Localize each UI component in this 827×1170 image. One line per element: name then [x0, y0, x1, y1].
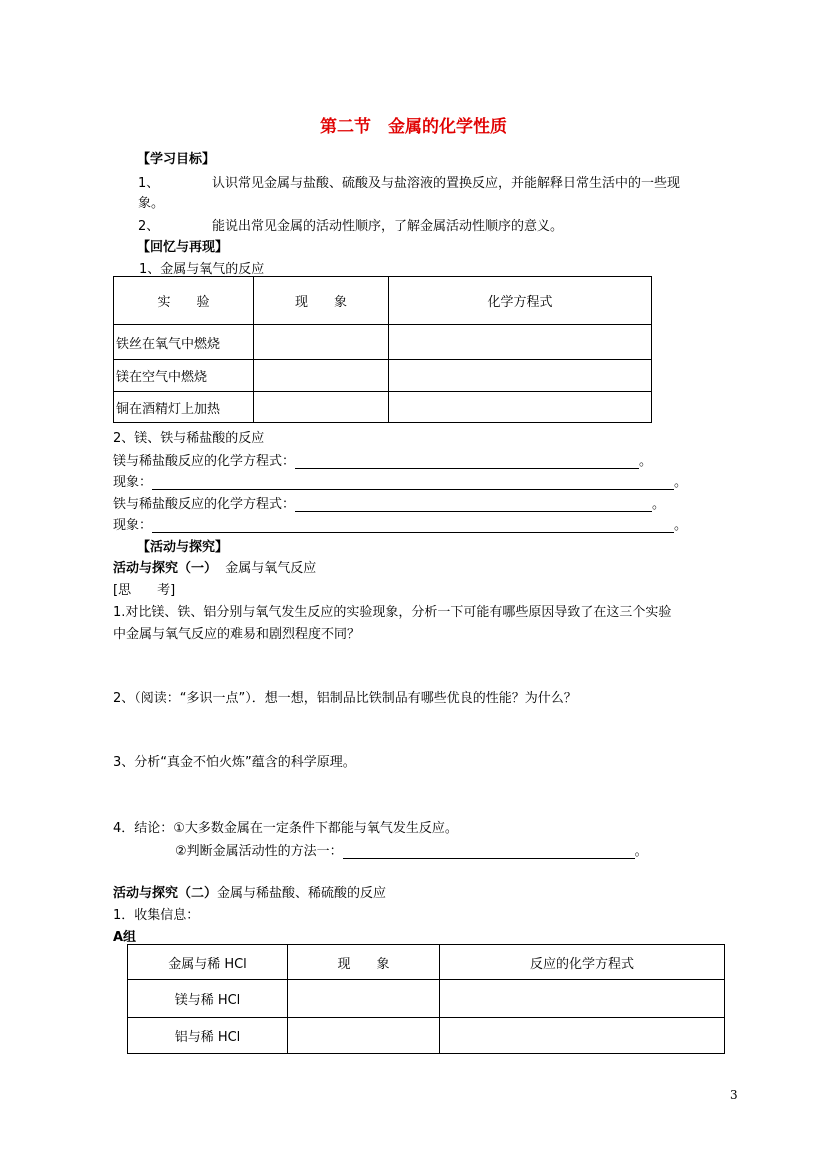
table1-cell-blank	[389, 360, 652, 392]
table1-cell-blank	[389, 325, 652, 360]
table2-cell-blank	[288, 1018, 440, 1054]
activity-header: 【活动与探究】	[137, 540, 229, 555]
question-3: 3、分析“真金不怕火炼”蕴含的科学原理。	[113, 755, 356, 770]
method-label: ②判断金属活动性的方法一：	[175, 844, 343, 859]
mg-phenomenon-prompt	[113, 471, 687, 490]
activity-2-topic: 金属与稀盐酸、稀硫酸的反应	[217, 886, 387, 901]
end-mark: 。	[639, 454, 653, 469]
end-mark: 。	[674, 475, 688, 490]
question-4-line-1: 4．结论：①大多数金属在一定条件下都能与氧气发生反应。	[113, 821, 458, 836]
question-4-line-2	[175, 840, 648, 859]
method-blank	[343, 844, 635, 859]
table1-cell-blank	[254, 360, 389, 392]
table1-row-label: 镁在空气中燃烧	[114, 360, 254, 392]
phenomenon-label: 现象：	[113, 518, 153, 533]
activity-2-label: 活动与探究（二）	[113, 886, 218, 901]
activity-1-label: 活动与探究（一）	[113, 561, 218, 576]
table1-header-equation: 化学方程式	[389, 277, 652, 325]
review-subtitle-1: 1、金属与氧气的反应	[139, 262, 265, 277]
table1-cell-blank	[389, 392, 652, 423]
oxygen-reaction-table	[113, 276, 652, 423]
table1-cell-blank	[254, 392, 389, 423]
mg-equation-blank	[295, 454, 639, 469]
mg-equation-prompt	[113, 450, 652, 469]
objectives-header: 【学习目标】	[137, 152, 216, 167]
table2-cell-blank	[288, 980, 440, 1018]
activity-2-title	[113, 882, 386, 901]
objective-2-text: 能说出常见金属的活动性顺序，了解金属活动性顺序的意义。	[212, 219, 564, 234]
page-number: 3	[730, 1088, 738, 1102]
table2-cell-blank	[440, 1018, 725, 1054]
table2-cell-blank	[440, 980, 725, 1018]
activity-1-topic: 金属与氧气反应	[225, 561, 317, 576]
activity-1-title	[113, 557, 316, 576]
question-1-line-1: 1.对比镁、铁、铝分别与氧气发生反应的实验现象，分析一下可能有哪些原因导致了在这三个实验	[113, 605, 672, 620]
collect-info: 1．收集信息：	[113, 908, 200, 923]
objective-2-number: 2、	[138, 219, 160, 234]
phenomenon-label: 现象：	[113, 475, 153, 490]
review-subtitle-2: 2、镁、铁与稀盐酸的反应	[113, 431, 265, 446]
objective-1-text-cont: 象。	[138, 196, 165, 211]
acid-reaction-table	[127, 944, 725, 1054]
objective-1-number: 1、	[138, 176, 160, 191]
mg-equation-label: 镁与稀盐酸反应的化学方程式：	[113, 454, 296, 469]
fe-phenomenon-prompt	[113, 514, 687, 533]
table2-header-equation: 反应的化学方程式	[440, 945, 725, 980]
end-mark: 。	[674, 518, 688, 533]
table2-header-phenomenon: 现 象	[288, 945, 440, 980]
group-a-label: A组	[113, 930, 137, 945]
table1-row-label: 铜在酒精灯上加热	[114, 392, 254, 423]
end-mark: 。	[652, 497, 666, 512]
table2-header-metal: 金属与稀 HCl	[128, 945, 288, 980]
page-title: 第二节 金属的化学性质	[320, 117, 507, 137]
question-2: 2、（阅读：“多识一点”）．想一想，铝制品比铁制品有哪些优良的性能？为什么？	[113, 691, 577, 706]
fe-equation-label: 铁与稀盐酸反应的化学方程式：	[113, 497, 296, 512]
fe-equation-blank	[295, 497, 652, 512]
table1-header-phenomenon: 现 象	[254, 277, 389, 325]
table2-row-label: 镁与稀 HCl	[128, 980, 288, 1018]
question-1-line-2: 中金属与氧气反应的难易和剧烈程度不同？	[113, 627, 361, 642]
fe-phenomenon-blank	[152, 518, 674, 533]
end-mark: 。	[634, 844, 648, 859]
table1-cell-blank	[254, 325, 389, 360]
mg-phenomenon-blank	[152, 475, 674, 490]
table1-header-experiment: 实 验	[114, 277, 254, 325]
think-label: [思 考]	[113, 583, 176, 598]
table2-row-label: 铝与稀 HCl	[128, 1018, 288, 1054]
table1-row-label: 铁丝在氧气中燃烧	[114, 325, 254, 360]
objective-1-text: 认识常见金属与盐酸、硫酸及与盐溶液的置换反应，并能解释日常生活中的一些现	[212, 176, 681, 191]
fe-equation-prompt	[113, 493, 665, 512]
review-header: 【回忆与再现】	[137, 240, 229, 255]
